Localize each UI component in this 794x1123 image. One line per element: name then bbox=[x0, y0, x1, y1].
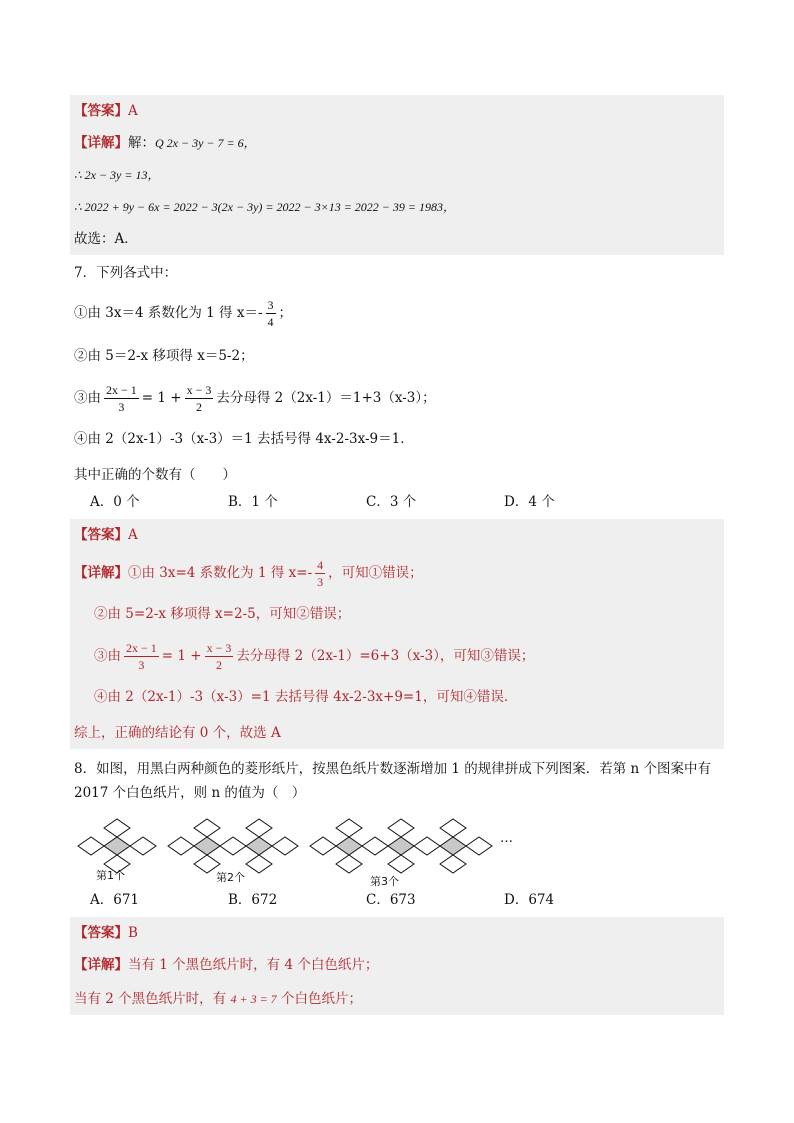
denominator: 2 bbox=[195, 400, 202, 414]
q8-options bbox=[70, 889, 724, 917]
math-expression: 4 + 3 = 7 bbox=[230, 992, 277, 1006]
q8-detail-2 bbox=[70, 983, 724, 1015]
document-page bbox=[70, 95, 724, 1015]
detail-text: 当有 2 个黑色纸片时，有 bbox=[74, 991, 227, 1007]
numerator: 2x − 1 bbox=[126, 641, 157, 655]
q7-detail-4 bbox=[70, 681, 724, 717]
q7-conclusion bbox=[70, 717, 724, 749]
q7-item1 bbox=[70, 289, 724, 338]
option-a: A．671 bbox=[90, 892, 140, 908]
detail-text: = 1 + bbox=[161, 648, 202, 664]
fraction bbox=[124, 640, 159, 673]
math-expression: Q 2x − 3y − 7 = 6， bbox=[155, 136, 256, 150]
q7-item4 bbox=[70, 423, 724, 459]
option-b: B．672 bbox=[228, 892, 278, 908]
q7-question bbox=[70, 459, 724, 491]
q8-detail-1 bbox=[70, 949, 724, 983]
fraction bbox=[185, 382, 214, 415]
q6-detail-line1 bbox=[70, 127, 724, 159]
figure-caption-3: 第3个 bbox=[370, 875, 399, 888]
item-text: ①由 3x＝4 系数化为 1 得 x＝- bbox=[74, 305, 263, 321]
white-rhombus bbox=[220, 837, 246, 855]
item-text: ； bbox=[278, 305, 293, 321]
black-rhombus bbox=[194, 837, 220, 855]
white-rhombus bbox=[194, 819, 220, 837]
denominator: 3 bbox=[317, 575, 324, 589]
fraction bbox=[205, 640, 234, 673]
detail-text: 去分母得 2（2x-1）=6+3（x-3），可知③错误； bbox=[236, 648, 535, 664]
q6-detail-line3 bbox=[70, 191, 724, 223]
q6-answer-block bbox=[70, 95, 724, 255]
option-d: D．4 个 bbox=[504, 494, 555, 510]
answer-tag: 【答案】 bbox=[74, 527, 128, 543]
q7-detail-3 bbox=[70, 634, 724, 681]
conclusion-text: 故选：A． bbox=[74, 231, 138, 247]
q7-detail-1 bbox=[70, 551, 724, 598]
option-a: A．0 个 bbox=[90, 494, 140, 510]
black-rhombus bbox=[388, 837, 414, 855]
question-stem: 8．如图，用黑白两种颜色的菱形纸片，按黑色纸片数逐渐增加 1 的规律拼成下列图案．若第 n 个图案中有 bbox=[74, 761, 712, 777]
denominator: 2 bbox=[215, 658, 222, 672]
detail-text: ④由 2（2x-1）-3（x-3）=1 去括号得 4x-2-3x+9=1，可知④错误． bbox=[94, 689, 518, 705]
detail-text: 当有 1 个黑色纸片时，有 4 个白色纸片； bbox=[128, 957, 379, 973]
answer-tag: 【答案】 bbox=[74, 103, 128, 119]
option-b: B．1 个 bbox=[228, 494, 278, 510]
q8-answer-line bbox=[70, 917, 724, 949]
q8-stem bbox=[70, 749, 724, 811]
detail-tag: 【详解】 bbox=[74, 957, 128, 973]
detail-text: ①由 3x=4 系数化为 1 得 x=- bbox=[128, 565, 313, 581]
item-text: = 1 + bbox=[141, 390, 182, 406]
detail-text: ③由 bbox=[94, 648, 121, 664]
white-rhombus bbox=[310, 837, 336, 855]
item-text: ③由 bbox=[74, 390, 101, 406]
denominator: 3 bbox=[118, 400, 125, 414]
white-rhombus bbox=[362, 837, 388, 855]
q8-answer-block bbox=[70, 917, 724, 1015]
fraction bbox=[315, 557, 325, 590]
fraction bbox=[104, 382, 139, 415]
math-expression: ∴ 2022 + 9y − 6x = 2022 − 3(2x − 3y) = 2022 − 3×13 = 2022 − 39 = 1983， bbox=[74, 200, 456, 214]
white-rhombus bbox=[388, 855, 414, 873]
black-rhombus bbox=[440, 837, 466, 855]
rhombus-pattern-svg bbox=[76, 815, 536, 877]
detail-tag: 【详解】 bbox=[74, 565, 128, 581]
conclusion-text: 综上，正确的结论有 0 个，故选 A bbox=[74, 725, 281, 741]
item-text: ②由 5＝2-x 移项得 x＝5-2； bbox=[74, 348, 254, 364]
detail-text: ②由 5=2-x 移项得 x=2-5，可知②错误； bbox=[94, 606, 351, 622]
detail-tag: 【详解】 bbox=[74, 135, 128, 151]
q6-detail-line2 bbox=[70, 159, 724, 191]
option-d: D．674 bbox=[504, 892, 555, 908]
q7-options bbox=[70, 491, 724, 519]
numerator: 4 bbox=[317, 558, 324, 572]
white-rhombus bbox=[246, 819, 272, 837]
question-stem: 2017 个白色纸片，则 n 的值为（ ） bbox=[74, 785, 306, 801]
q7-stem bbox=[70, 255, 724, 289]
math-expression: ∴ 2x − 3y = 13， bbox=[74, 168, 160, 182]
white-rhombus bbox=[336, 819, 362, 837]
item-text: ④由 2（2x-1）-3（x-3）＝1 去括号得 4x-2-3x-9＝1． bbox=[74, 431, 414, 447]
white-rhombus bbox=[168, 837, 194, 855]
black-rhombus bbox=[336, 837, 362, 855]
q7-item3 bbox=[70, 376, 724, 423]
white-rhombus bbox=[440, 855, 466, 873]
numerator: x − 3 bbox=[206, 641, 232, 655]
white-rhombus bbox=[440, 819, 466, 837]
numerator: x − 3 bbox=[186, 383, 212, 397]
numerator: 2x − 1 bbox=[106, 383, 137, 397]
denominator: 4 bbox=[267, 315, 274, 329]
white-rhombus bbox=[104, 819, 130, 837]
q6-answer-line bbox=[70, 95, 724, 127]
figure-caption-1: 第1个 bbox=[96, 869, 125, 882]
option-c: C．3 个 bbox=[366, 494, 417, 510]
white-rhombus bbox=[78, 837, 104, 855]
q7-detail-2 bbox=[70, 598, 724, 634]
black-rhombus bbox=[104, 837, 130, 855]
white-rhombus bbox=[336, 855, 362, 873]
figure-caption-2: 第2个 bbox=[216, 871, 245, 884]
denominator: 3 bbox=[138, 658, 145, 672]
white-rhombus bbox=[388, 819, 414, 837]
numerator: 3 bbox=[267, 298, 274, 312]
question-stem: 7．下列各式中： bbox=[74, 265, 178, 281]
figure-ellipsis: … bbox=[500, 831, 513, 846]
detail-text: 个白色纸片； bbox=[280, 991, 362, 1007]
white-rhombus bbox=[272, 837, 298, 855]
answer-value: A bbox=[128, 103, 138, 119]
black-rhombus bbox=[246, 837, 272, 855]
answer-tag: 【答案】 bbox=[74, 925, 128, 941]
q7-answer-line bbox=[70, 519, 724, 551]
white-rhombus bbox=[414, 837, 440, 855]
option-c: C．673 bbox=[366, 892, 416, 908]
answer-value: B bbox=[128, 925, 138, 941]
item-text: 去分母得 2（2x-1）＝1+3（x-3）； bbox=[216, 390, 436, 406]
white-rhombus bbox=[130, 837, 156, 855]
rhombus-pattern-figure bbox=[70, 815, 724, 889]
question-text: 其中正确的个数有（ ） bbox=[74, 467, 236, 483]
q7-item2 bbox=[70, 338, 724, 376]
white-rhombus bbox=[246, 855, 272, 873]
white-rhombus bbox=[466, 837, 492, 855]
q6-conclusion bbox=[70, 223, 724, 255]
detail-prefix: 解： bbox=[128, 135, 155, 151]
answer-value: A bbox=[128, 527, 138, 543]
fraction bbox=[266, 297, 276, 330]
detail-text: ，可知①错误； bbox=[328, 565, 423, 581]
q7-answer-block bbox=[70, 519, 724, 749]
